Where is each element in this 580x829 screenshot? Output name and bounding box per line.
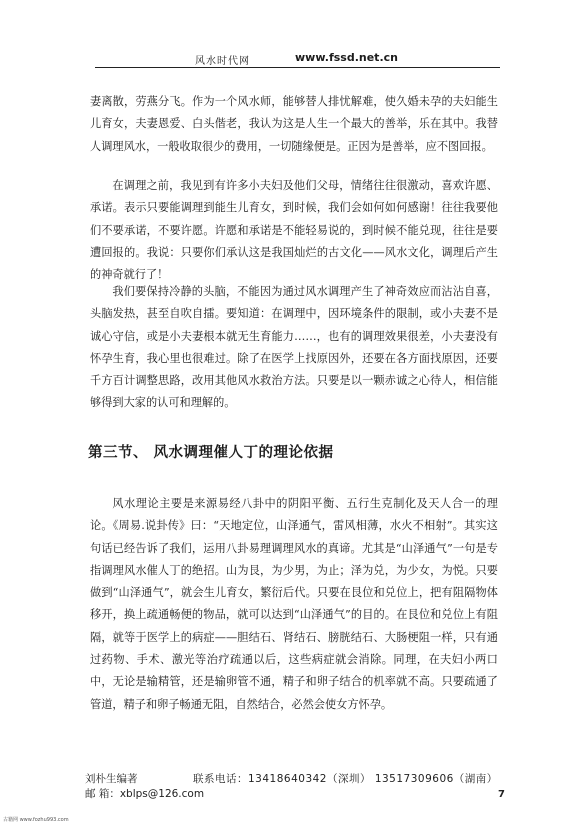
page-number: 7 bbox=[498, 789, 505, 800]
footer-contact: 联系电话：13418640342（深圳） 13517309606（湖南） bbox=[193, 773, 498, 785]
paragraph-3: 我们要保持冷静的头脑，不能因为通过风水调理产生了神奇效应而沾沾自喜，头脑发热，甚至自吹自擂。要知道：在调理中，因环境条件的限制，或小夫妻不是诚心守信，或是小夫妻根本就无生育能力……，也有的调理效果很差，小夫妻没有怀孕生育，我心里也很难过。除了在医学上找原因外，还要在各方面找原因，还要千方百计调整思路，改用其他风水救治方法。只要是以一颗赤诚之心待人，相信能够得到大家的认可和理解的。 bbox=[90, 285, 498, 410]
header-site-url: www.fssd.net.cn bbox=[295, 51, 398, 64]
paragraph-2: 在调理之前，我见到有许多小夫妇及他们父母，情绪往往很激动，喜欢许愿、承诺。表示只要能调理到能生儿育女，到时候，我们会如何如何感谢！往往我要他们不要承诺，不要许愿。许愿和承诺是不能轻易说的，到时候不能兑现，往往是要遭回报的。我说：只要你们承认这是我国灿烂的古文化——风水文化，调理后产生的神奇就行了！ bbox=[90, 179, 498, 282]
footer-author: 刘朴生编著 bbox=[85, 773, 138, 785]
section-title: 第三节、 风水调理催人丁的理论依据 bbox=[88, 445, 334, 461]
watermark-text: 古籍网 www.fozhu993.com bbox=[3, 817, 69, 823]
paragraph-1: 妻离散，劳燕分飞。作为一个风水师，能够替人排忧解难，使久婚未孕的夫妇能生儿育女，夫妻恩爱、白头偕老，我认为这是人生一个最大的善举，乐在其中。我替人调理风水，一般收取很少的费用，一切随缘便是。正因为是善举，应不图回报。 bbox=[90, 95, 498, 153]
page-header bbox=[95, 50, 500, 72]
footer-email: 邮 箱：xblps@126.com bbox=[85, 788, 205, 800]
paragraph-4: 风水理论主要是来源易经八卦中的阴阳平衡、五行生克制化及天人合一的理论。《周易.说卦传》曰：“天地定位，山泽通气，雷风相薄，水火不相射”。其实这句话已经告诉了我们，运用八卦易理调理风水的真谛。尤其是“山泽通气”一句是专指调理风水催人丁的绝招。山为艮，为少男，为止；泽为兑，为少女，为悦。只要做到“山泽通气”，就会生儿育女，繁衍后代。只要在艮位和兑位上，把有阻隔物体移开，换上疏通畅便的物品，就可以达到“山泽通气”的目的。在艮位和兑位上有阻隔，就等于医学上的病症——胆结石、肾结石、膀胱结石、大肠梗阻一样，只有通过药物、手术、激光等治疗疏通以后，这些病症就会消除。同理，在夫妇小两口中，无论是输精管，还是输卵管不通，精子和卵子结合的机率就不高。只要疏通了管道，精子和卵子畅通无阻，自然结合，必然会使女方怀孕。 bbox=[90, 497, 498, 711]
header-rule bbox=[95, 67, 500, 68]
header-site-name: 风水时代网 bbox=[195, 56, 250, 67]
